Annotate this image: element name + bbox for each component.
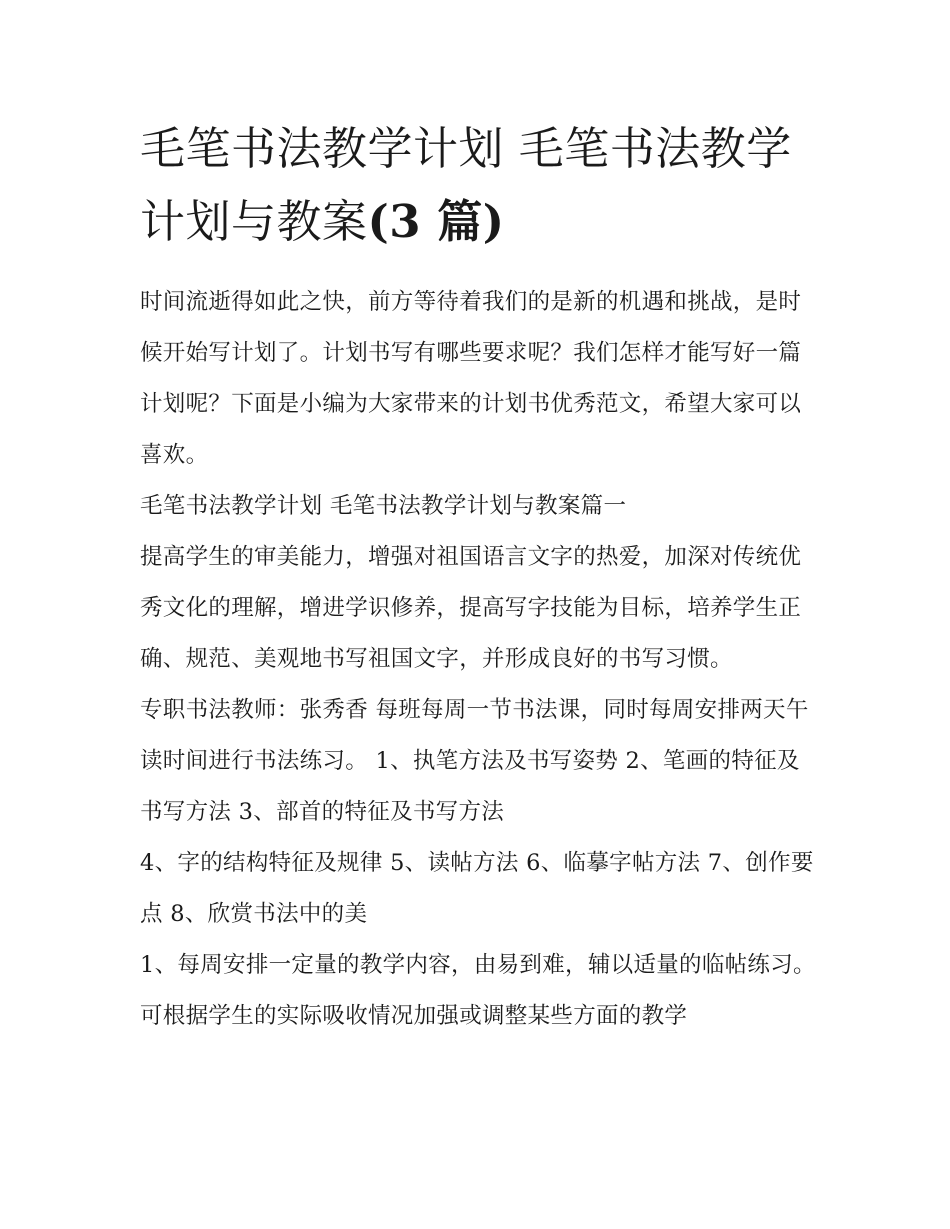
title-suffix: (3 篇) [367,195,505,248]
body-paragraph: 专职书法教师：张秀香 每班每周一节书法课，同时每周安排两天午读时间进行书法练习。 1、执笔方法及书写姿势 2、笔画的特征及书写方法 3、部首的特征及书写方法 [140,697,809,825]
document-title [140,112,820,258]
body-paragraph: 4、字的结构特征及规律 5、读帖方法 6、临摹字帖方法 7、创作要点 8、欣赏书法中的美 [140,850,814,927]
body-paragraph: 提高学生的审美能力，增强对祖国语言文字的热爱，加深对传统优秀文化的理解，增进学识修养，提高写字技能为目标，培养学生正确、规范、美观地书写祖国文字，并形成良好的书写习惯。 [140,544,802,672]
intro-paragraph: 时间流逝得如此之快，前方等待着我们的是新的机遇和挑战，是时候开始写计划了。计划书写有哪些要求呢？我们怎样才能写好一篇计划呢？下面是小编为大家带来的计划书优秀范文，希望大家可以喜欢。 [140,289,802,468]
document-page [140,112,820,1042]
title-main: 毛笔书法教学计划 毛笔书法教学计划与教案 [140,122,792,248]
section-heading: 毛笔书法教学计划 毛笔书法教学计划与教案篇一 [140,493,627,519]
body-paragraph: 1、每周安排一定量的教学内容，由易到难，辅以适量的临帖练习。可根据学生的实际吸收情况加强或调整某些方面的教学 [140,952,816,1029]
